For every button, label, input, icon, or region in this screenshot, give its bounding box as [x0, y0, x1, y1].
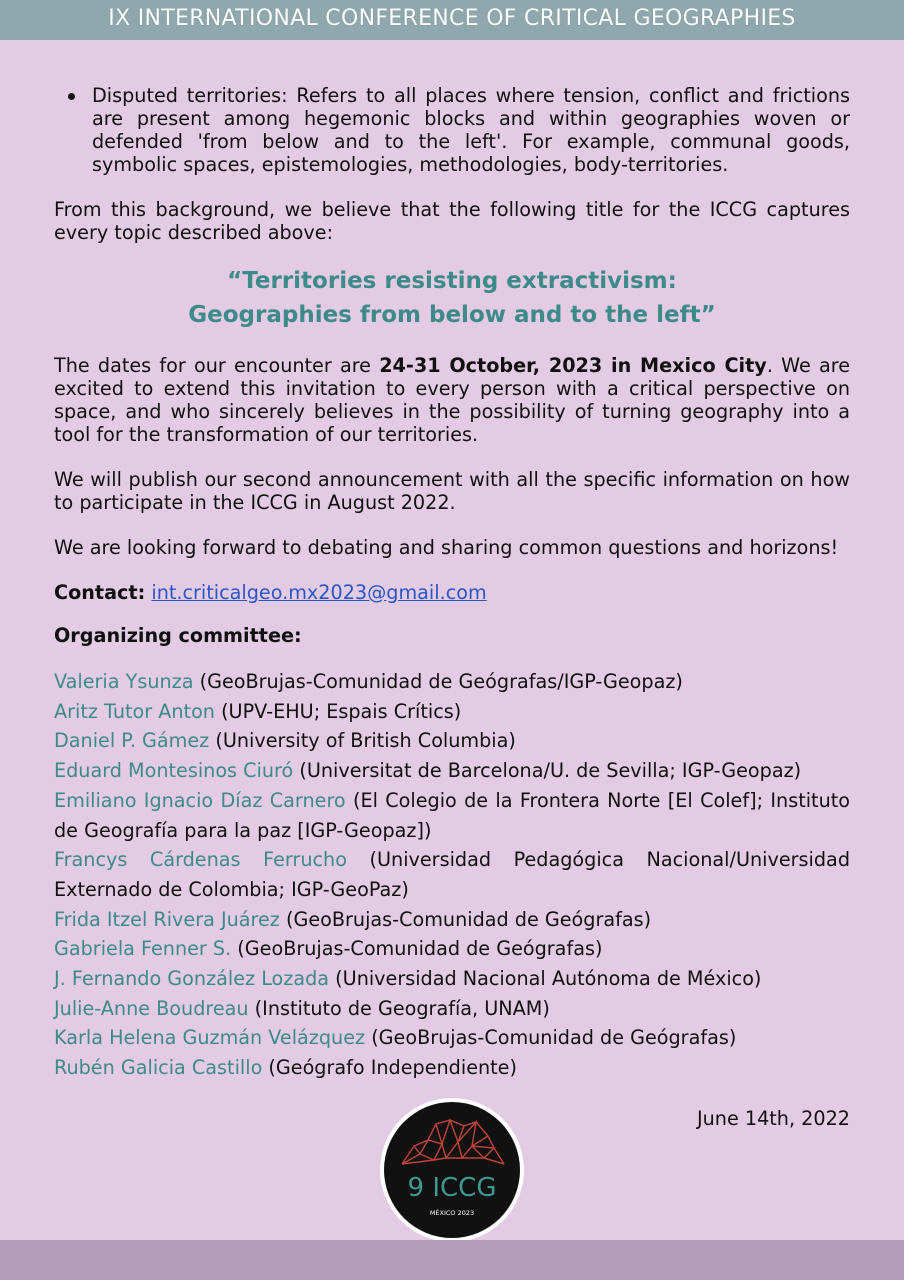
committee-member — [54, 756, 850, 786]
committee-member — [54, 786, 850, 845]
member-name: Karla Helena Guzmán Velázquez — [54, 1026, 366, 1050]
member-affiliation: (University of British Columbia) — [209, 729, 516, 753]
conference-title-line: Geographies from below and to the left” — [188, 302, 716, 328]
member-name: Francys Cárdenas Ferrucho — [54, 848, 347, 872]
iccg-logo — [384, 1102, 520, 1238]
document-body — [54, 84, 850, 1083]
page-header-title: IX INTERNATIONAL CONFERENCE OF CRITICAL GEOGRAPHIES — [108, 6, 796, 31]
committee-member — [54, 994, 850, 1024]
committee-member — [54, 697, 850, 727]
member-name: Eduard Montesinos Ciuró — [54, 759, 294, 783]
member-affiliation: (GeoBrujas-Comunidad de Geógrafas) — [231, 937, 603, 961]
member-name: Aritz Tutor Anton — [54, 699, 215, 723]
committee-member — [54, 905, 850, 935]
announcement-paragraph: We will publish our second announcement with all the specific information on how to participate in the ICCG in August 2022. — [54, 468, 850, 514]
closing-paragraph: We are looking forward to debating and sharing common questions and horizons! — [54, 536, 839, 559]
contact-line — [54, 581, 850, 604]
committee-member-list — [54, 667, 850, 1083]
committee-member — [54, 1053, 850, 1083]
logo-sub-text: MÉXICO 2023 — [429, 1209, 475, 1217]
bullet-icon — [68, 93, 75, 100]
member-affiliation: (UPV-EHU; Espais Crítics) — [214, 699, 462, 723]
member-affiliation: (Universidad Pedagógica Nacional/Universidad Externado de Colombia; IGP-GeoPaz) — [54, 848, 850, 901]
committee-member — [54, 964, 850, 994]
committee-member — [54, 667, 850, 697]
dates-text: The dates for our encounter are — [54, 354, 380, 377]
background-paragraph: From this background, we believe that the following title for the ICCG captures every topic described above: — [54, 198, 850, 244]
member-affiliation: (GeoBrujas-Comunidad de Geógrafas) — [279, 907, 652, 931]
dates-highlight: 24-31 October, 2023 in Mexico City — [379, 354, 767, 377]
dates-paragraph — [54, 354, 850, 446]
member-name: Emiliano Ignacio Díaz Carnero — [54, 788, 346, 812]
member-affiliation: (Instituto de Geografía, UNAM) — [248, 996, 550, 1020]
committee-member — [54, 934, 850, 964]
bullet-text: Disputed territories: Refers to all places where tension, conflict and frictions are present among hegemonic blocks and within geographies woven or defended 'from below and to the left'. For example, communal goods, symbolic spaces, epistemologies, methodologies, body-territories. — [92, 84, 850, 176]
footer-bar — [0, 1240, 904, 1280]
committee-member — [54, 1023, 850, 1053]
contact-label: Contact: — [54, 581, 146, 604]
mountain-logo-icon — [384, 1102, 520, 1238]
member-affiliation: (GeoBrujas-Comunidad de Geógrafas) — [365, 1026, 737, 1050]
bullet-list — [54, 84, 850, 176]
dates-text: . We are excited to extend this invitation to every person with a critical perspective on space, and who sincerely believes in the possibility of turning geography into a tool for the transformation of our territories. — [54, 354, 851, 446]
conference-title-line: “Territories resisting extractivism: — [227, 268, 677, 294]
member-affiliation: (El Colegio de la Frontera Norte [El Colef]; Instituto de Geografía para la paz [IGP-Geopaz]) — [54, 788, 850, 842]
member-name: Daniel P. Gámez — [54, 729, 210, 753]
member-affiliation: (Universitat de Barcelona/U. de Sevilla; IGP-Geopaz) — [293, 759, 802, 783]
member-name: Frida Itzel Rivera Juárez — [54, 907, 280, 931]
document-date: June 14th, 2022 — [696, 1107, 850, 1130]
member-name: Gabriela Fenner S. — [54, 937, 232, 961]
list-item — [92, 84, 850, 176]
committee-heading: Organizing committee: — [54, 624, 302, 647]
committee-member — [54, 845, 850, 904]
member-name: J. Fernando González Lozada — [54, 967, 330, 991]
logo-main-text: 9 ICCG — [407, 1173, 497, 1203]
member-affiliation: (Universidad Nacional Autónoma de México) — [329, 967, 762, 991]
committee-member — [54, 726, 850, 756]
member-affiliation: (GeoBrujas-Comunidad de Geógrafas/IGP-Geopaz) — [193, 670, 683, 693]
member-name: Valeria Ysunza — [54, 670, 194, 693]
member-affiliation: (Geógrafo Independiente) — [262, 1056, 517, 1080]
member-name: Rubén Galicia Castillo — [54, 1056, 263, 1080]
contact-email-link[interactable]: int.criticalgeo.mx2023@gmail.com — [151, 581, 487, 604]
conference-title — [54, 264, 850, 332]
member-name: Julie-Anne Boudreau — [54, 996, 249, 1020]
